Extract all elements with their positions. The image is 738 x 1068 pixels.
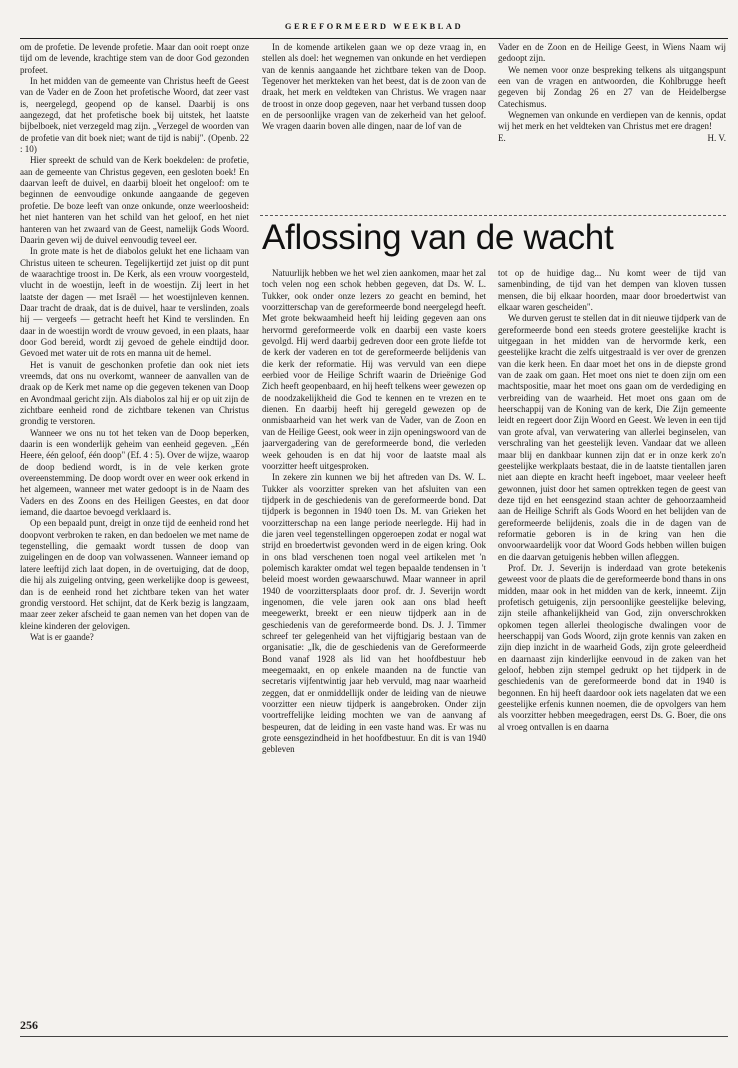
section-divider	[260, 215, 726, 216]
bottom-rule	[20, 1036, 728, 1037]
paragraph: Hier spreekt de schuld van de Kerk boekdelen: de profetie, aan de gemeente van Christus gegeven, een gesloten boek! En daarvan leeft de duivel, en daarbij bloeit het ongeloof: om te beginnen de eenvoudige onkunde aangaande de gegeven profetie. De boze leeft van onze onkunde, onze weerloosheid: het niet hanteren van het schild van het geloof, en het niet hanteren van het zwaard van de Geest, namelijk Gods Woord. Daarin geven wij de duivel eenvoudig teveel eer.	[20, 155, 249, 245]
paragraph: We durven gerust te stellen dat in dit nieuwe tijdperk van de gereformeerde bond een steeds grotere geestelijke kracht is uitgegaan in het midden van de hervormde kerk, een geestelijke kracht die zelfs uitgestraald is ver over de grenzen van die kerk heen. En daar moet het ons in de diepste grond van de zaak om gaan. Het moet ons niet te doen zijn om een machtspositie, maar het moet ons gaan om de verdediging en verbreiding van de waarheid. Het moet ons gaan om de heerschappij van de Koning van de kerk, Die Zijn gemeente leidt en regeert door Zijn Woord en Geest. We leven in een tijd van grote afval, van verwatering van allerlei beginselen, van verschraling van het geestelijk leven. Vandaar dat we alleen maar blij en dankbaar kunnen zijn dat er in onze kerk zo'n geestelijke werkplaats bestaat, die in de laatste tientallen jaren niet aan diepte en kracht heeft ingeboet, maar veeleer heeft gewonnen, juist door het samen optrekken tegen de geest van deze tijd en het eensgezind staan achter de gehoorzaamheid aan de Heilige Schrift als Gods Woord en het belijden van de gereformeerde belijdenis, zoals die in de dagen van de reformatie geboren is in de kring van hen die onvoorwaardelijk voor dat Woord Gods hebben willen buigen en die daarvan getuigenis hebben willen afleggen.	[498, 313, 726, 562]
paragraph: In zekere zin kunnen we bij het aftreden van Ds. W. L. Tukker als voorzitter spreken van het afsluiten van een tijdperk in de geschiedenis van de gereformeerde bond. Dat tijdperk is begonnen in 1940 toen Ds. M. van Grieken het voorzitterschap na een lange periode neerlegde. Hij had in die jaren veel tegenstellingen opgeroepen zodat er nogal wat strijd en broedertwist gevonden werd in de eigen kring. Ook in ons blad verschenen toen nogal veel artikelen met 'n polemisch karakter omdat wel tegen bepaalde tendensen in 't beleid moest worden gewaarschuwd. Maar wanneer in april 1940 de voorzittersplaats door prof. dr. J. Severijn wordt ingenomen, die vele jaren ook aan ons blad heeft meegewerkt, breekt er een nieuw tijdperk aan in de geschiedenis van de gereformeerde bond. Ds. J. J. Timmer schreef ter gelegenheid van het vijftigjarig bestaan van de organisatie: „Ik, die de geschiedenis van de Gereformeerde Bond vanaf 1928 als lid van het hoofdbestuur heb meegemaakt, en op enkele maanden na de functie van secretaris vijfentwintig jaar heb vervuld, mag naar waarheid zeggen, dat er onmiddellijk onder de leiding van de nieuwe voorzitter een nieuw tijdperk is aangebroken. Onder zijn voortreffelijke leiding mochten we van de aanvang af bespeuren, dat de leiding in een vaste hand was. Er was nu grote eensgezindheid in het hoofdbestuur. En dit is van 1940 gebleven	[262, 472, 486, 755]
paragraph: We nemen voor onze bespreking telkens als uitgangspunt een van de vragen en antwoorden, die Kohlbrugge heeft gegeven bij Zondag 26 en 27 van de Heidelbergse Catechismus.	[498, 64, 726, 109]
paragraph: Het is vanuit de geschonken profetie dan ook niet iets vreemds, dat ons nu overkomt, wanneer de aanvallen van de draak op de Kerk met name op die gegeven tekenen van Doop en Avondmaal gericht zijn. Als diabolos zal hij er op uit zijn de zichtbare eenheid rond de zichtbare tekenen van Christus grondig te verstoren.	[20, 359, 249, 427]
paragraph: Vader en de Zoon en de Heilige Geest, in Wiens Naam wij gedoopt zijn.	[498, 42, 726, 64]
column-right-top	[498, 42, 726, 210]
article-title: Aflossing van de wacht	[262, 218, 614, 257]
signature-initial: E.	[498, 132, 506, 143]
paragraph: Prof. Dr. J. Severijn is inderdaad van grote betekenis geweest voor de plaats die de gereformeerde bond thans in ons midden, maar ook in het midden van de kerk, inneemt. Zijn profetisch getuigenis, zijn persoonlijke geestelijke beleving, zijn steile afhankelijkheid van God, zijn onverschrokken opkomen tegen allerlei theologische dwalingen voor de heerschappij van Gods Woord, zijn grote kennis van zaken en zijn diep inzicht in de waarheid Gods, zijn grote geleerdheid en daarnaast zijn kinderlijke eenvoud in de zaken van het geloof, hebben zijn stempel gedrukt op het tijdperk in de geschiedenis van de gereformeerde bond dat in 1940 is begonnen. En hij heeft daardoor ook iets nagelaten dat we een geestelijke erfenis kunnen noemen, die de opvolgers van hem als voorzitter hebben meegedragen, eerst Ds. G. Boer, die ons al vroeg ontvallen is en daarna	[498, 562, 726, 732]
paragraph: In het midden van de gemeente van Christus heeft de Geest van de Vader en de Zoon het profetische Woord, dat zeer vast is, neergelegd, geopend op de kansel. Daarbij is ons aangezegd, dat het profetische boek bij uitstek, het laatste bijbelboek, niet verzegeld mag zijn. „Verzegel de woorden van de profetie van dit boek niet; want de tijd is nabij". (Openb. 22 : 10)	[20, 76, 249, 155]
paragraph: Natuurlijk hebben we het wel zien aankomen, maar het zal toch velen nog een schok hebben gegeven, dat Ds. W. L. Tukker, ook onder onze lezers zo geacht en bemind, het voorzitterschap van de gereformeerde bond neergelegd heeft. Met grote bekwaamheid heeft hij leiding gegeven aan ons hervormd gereformeerde volk en daarbij een vaste koers gevolgd. Hij werd daarbij gedreven door een grote liefde tot de kerk der vaderen en tot de gereformeerde belijdenis van die kerk der reformatie. Hij was vervuld van een diepe eerbied voor de Heilige Schrift waarin de Drieënige God Zich heeft geopenbaard, en hij heeft telkens weer gewezen op de noodzakelijkheid die God te kennen en te vrezen en te dienen. En daarbij heeft hij geregeld gewezen op de onmisbaarheid van het werk van de Vader, van de Zoon en van de Heilige Geest, ook weer in zijn openingswoord van de jaarvergadering van de gereformeerde bond, die verleden week gehouden is en dat hij voor de laatste maal als voorzitter heeft uitgesproken.	[262, 268, 486, 471]
paragraph: tot op de huidige dag... Nu komt weer de tijd van samenbinding, de tijd van het dempen van kloven tussen mensen, die bij elkaar hoorden, maar door broedertwist van elkaar waren gescheiden".	[498, 268, 726, 313]
column-left	[20, 42, 249, 1008]
paragraph: om de profetie. De levende profetie. Maar dan ooit roept onze tijd om de levende, krachtige stem van de door God gezonden profeet.	[20, 42, 249, 75]
paragraph: Wat is er gaande?	[30, 631, 94, 642]
page-number: 256	[20, 1018, 38, 1032]
running-header	[20, 20, 728, 39]
column-middle-bottom	[262, 268, 486, 1020]
signature-author: H. V.	[707, 132, 726, 143]
paragraph: In de komende artikelen gaan we op deze vraag in, en stellen als doel: het wegnemen van onkunde en het verdiepen van de kennis aangaande het zichtbare teken van de Doop. Tegenover het merkteken van het beest, dat is de zoon van de draak, het merk en veldteken van Christus. We vragen naar de troost in onze doop gegeven, naar het verband tussen doop en de persoonlijke vragen van de zekerheid van het geloof. We vragen daarin boven alle dingen, naar de lof van de	[262, 42, 486, 132]
journal-title: GEREFORMEERD WEEKBLAD	[284, 21, 464, 31]
paragraph: In grote mate is het de diabolos gelukt het ene lichaam van Christus uiteen te scheuren. Tegelijkertijd zet juist op dit punt de waarachtige troost in. De Kerk, als een vrouw voorgesteld, vlucht in de woestijn, leeft in de woestijn. Zij leert in het laatste der dagen — met Israël — het woestijnleven kennen. Daar tracht de draak, dat is de duivel, haar te verslinden, zoals hij — vergeefs — getracht heeft het Kind te verslinden. En daar in de woestijn wordt de vrouw gevoed, in een plaats, haar door God bereid, wordt zij gevoed de gehele eindtijd door. Gevoed met water uit de rots en manna uit de hemel.	[20, 246, 249, 359]
column-right-bottom	[498, 268, 726, 1020]
paragraph: Wanneer we ons nu tot het teken van de Doop beperken, daarin is een wonderlijk geheim van eenheid gegeven. „Eén Heere, één geloof, één doop" (Ef. 4 : 5). Over de wijze, waarop de doop bediend wordt, is in de vele kerken grote overeenstemming. De doop wordt over en weer ook erkend in het algemeen, wanneer met water gedoopt is in de Naam des Vaders en des Zoons en des Heiligen Geestes, en dat door iemand, die daartoe bevoegd verklaard is.	[20, 427, 249, 518]
signature-line	[498, 133, 726, 144]
column-middle-top	[262, 42, 486, 210]
paragraph: Op een bepaald punt, dreigt in onze tijd de eenheid rond het doopvont verbroken te raken, en dan bedoelen we met name de tegenstelling, die gemaakt wordt tussen de doop van zuigelingen en de doop van volwassenen. Wanneer iemand op latere leeftijd zich laat dopen, in de overtuiging, dat de doop, die hij als zuigeling ontving, geen werkelijke doop is geweest, dan is de eenheid rond het zichtbare teken van het water grondig verstoord. Het schijnt, dat de Kerk bezig is langzaam, maar zeer zeker afscheid te gaan nemen van het dopen van de kleine kinderen der gelovigen.	[20, 518, 249, 631]
paragraph: Wegnemen van onkunde en verdiepen van de kennis, opdat wij het merk en het veldteken van Christus met ere dragen!	[498, 110, 726, 132]
